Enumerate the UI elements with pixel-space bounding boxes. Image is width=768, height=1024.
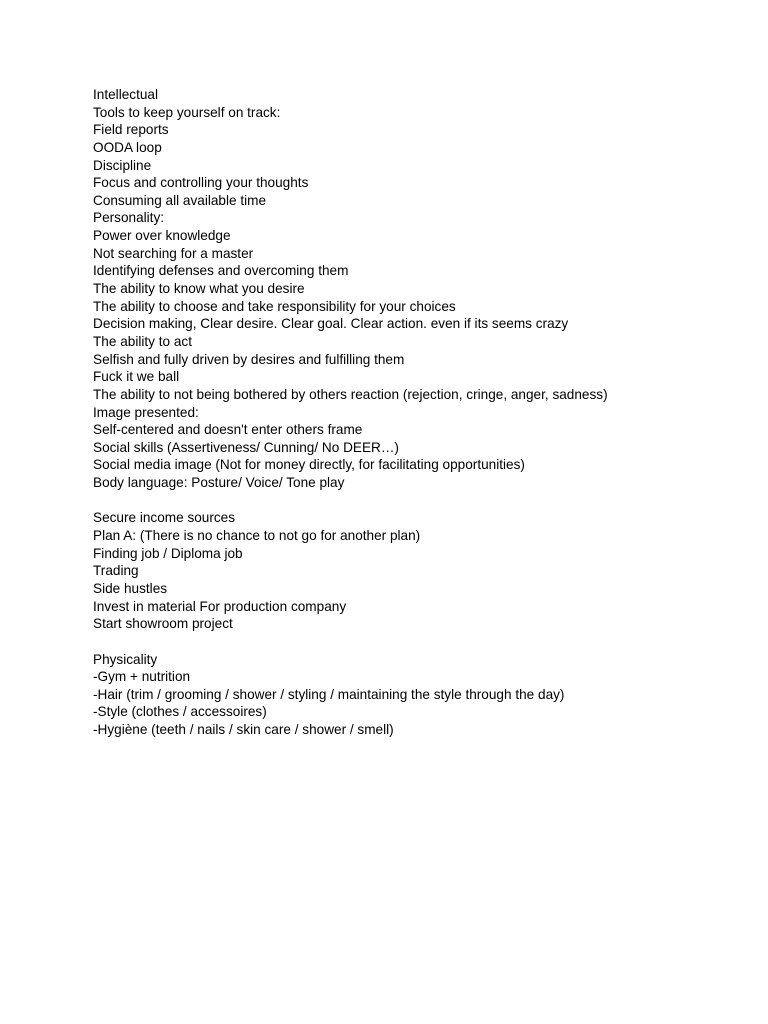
- section-intellectual: [93, 86, 753, 492]
- text-line: Tools to keep yourself on track:: [93, 104, 281, 120]
- text-line: -Hair (trim / grooming / shower / styling / maintaining the style through the day): [93, 686, 565, 702]
- text-line: Identifying defenses and overcoming them: [93, 263, 349, 279]
- text-line: Invest in material For production company: [93, 598, 347, 614]
- text-line: Image presented:: [93, 404, 199, 420]
- text-line: Power over knowledge: [93, 228, 231, 244]
- section-income: [93, 509, 753, 632]
- section-heading: Physicality: [93, 651, 158, 667]
- text-line: Start showroom project: [93, 616, 233, 632]
- text-line: Field reports: [93, 122, 169, 138]
- text-line: Side hustles: [93, 580, 168, 596]
- blank-line: [93, 633, 753, 651]
- text-line: The ability to choose and take responsibility for your choices: [93, 298, 456, 314]
- text-line: -Hygiène (teeth / nails / skin care / shower / smell): [93, 722, 394, 738]
- text-line: Social skills (Assertiveness/ Cunning/ No DEER…): [93, 439, 399, 455]
- text-line: -Gym + nutrition: [93, 669, 191, 685]
- text-line: Body language: Posture/ Voice/ Tone play: [93, 475, 345, 491]
- text-line: Focus and controlling your thoughts: [93, 175, 309, 191]
- text-line: Fuck it we ball: [93, 369, 180, 385]
- text-line: Plan A: (There is no chance to not go for another plan): [93, 528, 421, 544]
- text-line: -Style (clothes / accessoires): [93, 704, 267, 720]
- text-line: Not searching for a master: [93, 245, 254, 261]
- text-line: Social media image (Not for money directly, for facilitating opportunities): [93, 457, 525, 473]
- text-line: OODA loop: [93, 139, 162, 155]
- text-line: Selfish and fully driven by desires and fulfilling them: [93, 351, 405, 367]
- document-page: [93, 86, 753, 739]
- text-line: The ability to act: [93, 333, 192, 349]
- text-line: Consuming all available time: [93, 192, 267, 208]
- text-line: Discipline: [93, 157, 152, 173]
- blank-line: [93, 492, 753, 510]
- text-line: The ability to not being bothered by others reaction (rejection, cringe, anger, sadness): [93, 386, 608, 402]
- text-line: Personality:: [93, 210, 165, 226]
- text-line: Finding job / Diploma job: [93, 545, 243, 561]
- section-heading: Secure income sources: [93, 510, 236, 526]
- text-line: Self-centered and doesn't enter others frame: [93, 422, 363, 438]
- text-line: The ability to know what you desire: [93, 281, 305, 297]
- text-line: Decision making, Clear desire. Clear goal. Clear action. even if its seems crazy: [93, 316, 569, 332]
- section-physicality: [93, 651, 753, 739]
- section-heading: Intellectual: [93, 87, 158, 102]
- text-line: Trading: [93, 563, 139, 579]
